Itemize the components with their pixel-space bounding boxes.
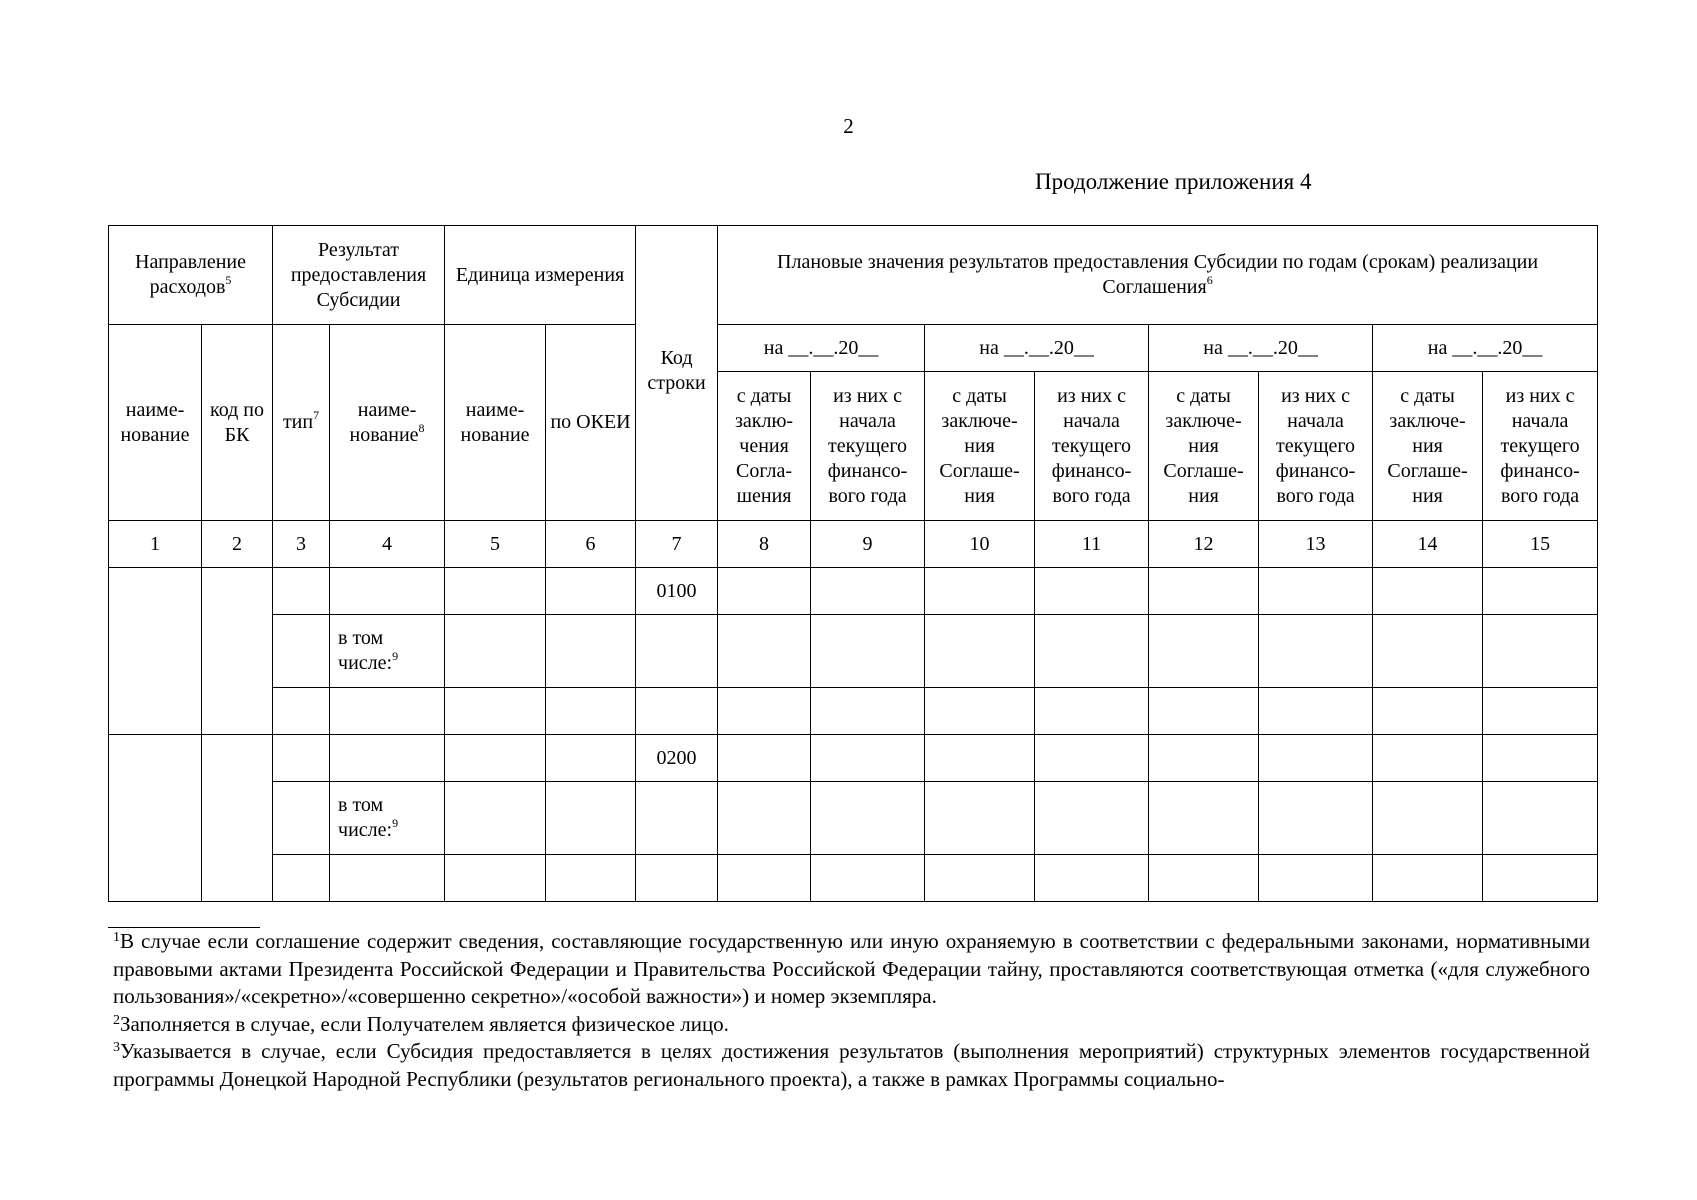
header-row-dates (109, 325, 1598, 372)
cell[interactable] (546, 615, 636, 688)
cell[interactable] (811, 615, 925, 688)
table-row (109, 615, 1598, 688)
header-period-since-agreement: с даты заключе-ния Соглаше-ния (1149, 372, 1259, 521)
header-result: Результат предоставления Субсидии (273, 226, 445, 325)
cell[interactable] (1373, 688, 1483, 735)
cell[interactable] (1483, 688, 1598, 735)
column-number: 8 (718, 521, 811, 568)
column-number: 4 (330, 521, 445, 568)
cell[interactable] (1259, 855, 1373, 902)
header-row-main (109, 226, 1598, 325)
cell[interactable] (273, 688, 330, 735)
table-row (109, 782, 1598, 855)
cell[interactable] (1149, 615, 1259, 688)
cell[interactable] (1373, 615, 1483, 688)
cell[interactable] (1149, 782, 1259, 855)
cell[interactable] (1149, 688, 1259, 735)
cell[interactable] (925, 688, 1035, 735)
cell[interactable] (330, 855, 445, 902)
column-number: 10 (925, 521, 1035, 568)
table-row (109, 735, 1598, 782)
cell[interactable] (1373, 855, 1483, 902)
cell[interactable] (636, 688, 718, 735)
cell[interactable] (1035, 568, 1149, 615)
cell[interactable] (1373, 735, 1483, 782)
footnotes (113, 928, 1590, 1093)
footnote-number: 3 (113, 1040, 120, 1055)
cell[interactable] (546, 688, 636, 735)
cell[interactable] (811, 735, 925, 782)
cell[interactable] (925, 782, 1035, 855)
column-number: 1 (109, 521, 202, 568)
cell-direction-code[interactable] (202, 735, 273, 902)
column-number: 12 (1149, 521, 1259, 568)
cell[interactable] (718, 782, 811, 855)
cell[interactable] (330, 688, 445, 735)
column-number: 14 (1373, 521, 1483, 568)
cell[interactable] (1149, 855, 1259, 902)
cell[interactable] (445, 735, 546, 782)
cell[interactable] (273, 568, 330, 615)
cell[interactable] (273, 855, 330, 902)
cell[interactable] (445, 688, 546, 735)
cell[interactable] (1035, 855, 1149, 902)
cell[interactable] (636, 855, 718, 902)
cell[interactable] (1483, 855, 1598, 902)
including-label: в том числе:$^9$ (330, 782, 445, 855)
header-result-type: тип$^7$ (273, 325, 330, 521)
cell[interactable] (445, 782, 546, 855)
footnote-number: 1 (113, 930, 120, 945)
cell[interactable] (273, 735, 330, 782)
including-label: в том числе:$^9$ (330, 615, 445, 688)
cell[interactable] (445, 855, 546, 902)
cell[interactable] (546, 855, 636, 902)
planned-values-table (108, 225, 1598, 902)
cell[interactable] (1373, 568, 1483, 615)
cell-direction-code[interactable] (202, 568, 273, 735)
cell[interactable] (546, 782, 636, 855)
cell[interactable] (718, 735, 811, 782)
footnote-1 (113, 928, 1590, 1011)
cell[interactable] (546, 568, 636, 615)
cell[interactable] (1373, 782, 1483, 855)
cell[interactable] (330, 568, 445, 615)
column-number: 3 (273, 521, 330, 568)
cell[interactable] (1149, 568, 1259, 615)
cell[interactable] (1483, 782, 1598, 855)
cell[interactable] (636, 615, 718, 688)
column-number: 9 (811, 521, 925, 568)
cell-direction-name[interactable] (109, 735, 202, 902)
cell[interactable] (1149, 735, 1259, 782)
footnote-text: Заполняется в случае, если Получателем является физическое лицо. (120, 1011, 729, 1036)
footnote-3 (113, 1038, 1590, 1093)
header-date-3: на __.__.20__ (1149, 325, 1373, 372)
cell[interactable] (925, 735, 1035, 782)
header-period-current-year: из них с начала текущего финансо-вого года (1259, 372, 1373, 521)
cell[interactable] (811, 855, 925, 902)
cell[interactable] (273, 615, 330, 688)
cell[interactable] (1259, 782, 1373, 855)
cell[interactable] (718, 615, 811, 688)
header-period-current-year: из них с начала текущего финансо-вого года (1483, 372, 1598, 521)
row-code: 0100 (636, 568, 718, 615)
cell[interactable] (1483, 615, 1598, 688)
page-number: 2 (843, 114, 854, 138)
header-date-1: на __.__.20__ (718, 325, 925, 372)
cell[interactable] (1259, 688, 1373, 735)
header-unit-okei: по ОКЕИ (546, 325, 636, 521)
header-date-2: на __.__.20__ (925, 325, 1149, 372)
continuation-label: Продолжение приложения 4 (1035, 169, 1312, 194)
cell[interactable] (1035, 782, 1149, 855)
header-unit-name: наиме-нование (445, 325, 546, 521)
cell[interactable] (925, 855, 1035, 902)
cell[interactable] (1259, 615, 1373, 688)
header-date-4: на __.__.20__ (1373, 325, 1598, 372)
footnote-number: 2 (113, 1012, 120, 1028)
cell[interactable] (811, 782, 925, 855)
cell[interactable] (925, 568, 1035, 615)
cell[interactable] (330, 735, 445, 782)
cell[interactable] (636, 782, 718, 855)
column-numbers-row (109, 521, 1598, 568)
cell[interactable] (925, 615, 1035, 688)
cell[interactable] (445, 568, 546, 615)
cell[interactable] (811, 568, 925, 615)
column-number: 5 (445, 521, 546, 568)
cell[interactable] (1259, 735, 1373, 782)
header-direction-code: код по БК (202, 325, 273, 521)
cell[interactable] (1483, 735, 1598, 782)
header-row-code: Код строки (636, 226, 718, 521)
header-direction-name: наиме-нование (109, 325, 202, 521)
cell[interactable] (718, 568, 811, 615)
cell[interactable] (273, 782, 330, 855)
header-planned-values: Плановые значения результатов предоставления Субсидии по годам (срокам) реализации Соглашения$^6$ (718, 226, 1598, 325)
column-number: 6 (546, 521, 636, 568)
header-period-since-agreement: с даты заклю-чения Согла-шения (718, 372, 811, 521)
cell[interactable] (1035, 735, 1149, 782)
header-period-since-agreement: с даты заключе-ния Соглаше-ния (925, 372, 1035, 521)
header-period-current-year: из них с начала текущего финансо-вого года (811, 372, 925, 521)
cell[interactable] (546, 735, 636, 782)
cell[interactable] (811, 688, 925, 735)
cell[interactable] (1483, 568, 1598, 615)
column-number: 13 (1259, 521, 1373, 568)
footnote-text: В случае если соглашение содержит сведения, составляющие государственную или иную охраняемую в соответствии с федеральными законами, нормативными правовыми актами Президента Российской Федерации и Правительства Российской Федерации тайну, проставляются соответствующая отметка («для служебного пользования»/«секретно»/«совершенно секретно»/«особой важности») и номер экземпляра. (113, 929, 1590, 1008)
header-period-current-year: из них с начала текущего финансо-вого года (1035, 372, 1149, 521)
header-direction: Направление расходов$^5$ (109, 226, 273, 325)
cell[interactable] (1035, 615, 1149, 688)
cell[interactable] (445, 615, 546, 688)
table-row (109, 688, 1598, 735)
column-number: 11 (1035, 521, 1149, 568)
footnote-2 (113, 1011, 1590, 1039)
header-unit: Единица измерения (445, 226, 636, 325)
cell-direction-name[interactable] (109, 568, 202, 735)
column-number: 7 (636, 521, 718, 568)
cell[interactable] (718, 688, 811, 735)
column-number: 15 (1483, 521, 1598, 568)
cell[interactable] (718, 855, 811, 902)
header-result-name: наиме-нование$^8$ (330, 325, 445, 521)
header-period-since-agreement: с даты заключе-ния Соглаше-ния (1373, 372, 1483, 521)
table-row (109, 855, 1598, 902)
footnote-text: Указывается в случае, если Субсидия предоставляется в целях достижения результатов (выполнения мероприятий) структурных элементов государственной программы Донецкой Народной Республики (результатов регионального проекта), а также в рамках Программы социально- (113, 1039, 1590, 1091)
cell[interactable] (1259, 568, 1373, 615)
cell[interactable] (1035, 688, 1149, 735)
row-code: 0200 (636, 735, 718, 782)
column-number: 2 (202, 521, 273, 568)
table-row (109, 568, 1598, 615)
